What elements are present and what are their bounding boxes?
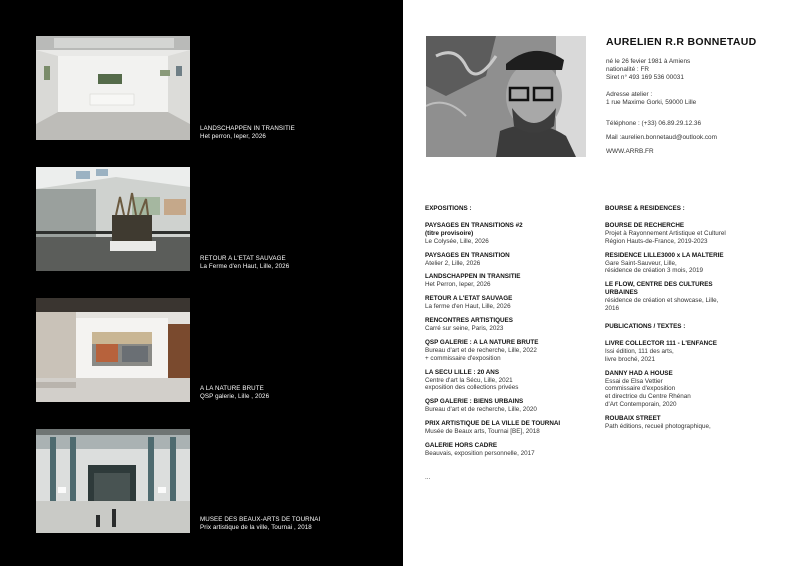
gallery-caption-2: RETOUR A L'ETAT SAUVAGE La Ferme d'en Haut, Lille, 2026: [200, 255, 290, 270]
entry-detail: commissaire d'exposition: [605, 385, 676, 393]
expositions-section: [425, 205, 595, 482]
list-item: [425, 420, 595, 436]
entry-title-cont: (titre provisoire): [425, 229, 474, 237]
entry-detail: + commissaire d'exposition: [425, 354, 501, 362]
list-item: [605, 415, 775, 431]
entry-title: RENCONTRES ARTISTIQUES: [425, 317, 513, 325]
entry-detail: Bureau d'art et de recherche, Lille, 2020: [425, 406, 537, 414]
profile-identity: né le 26 fevier 1981 à Amiens nationalité : FR Siret n° 493 169 536 00031: [606, 58, 691, 81]
entry-title: LE FLOW, CENTRE DES CULTURES: [605, 281, 713, 289]
entry-detail: Beauvais, exposition personnelle, 2017: [425, 449, 535, 457]
entry-detail: résidence de création et showcase, Lille,: [605, 297, 719, 305]
entry-detail: Essai de Elsa Vettier: [605, 377, 663, 385]
list-item: [425, 295, 595, 311]
list-item: [425, 317, 595, 333]
entry-detail: Bureau d'art et de recherche, Lille, 2022: [425, 346, 537, 354]
list-item: [605, 252, 775, 276]
entry-detail: La ferme d'en Haut, Lille, 2026: [425, 303, 511, 311]
entry-detail: exposition des collections privées: [425, 384, 519, 392]
list-item: [605, 340, 775, 364]
gallery-photo-3: [36, 298, 190, 402]
list-item: [425, 398, 595, 414]
entry-detail: Path éditions, recueil photographique,: [605, 423, 711, 431]
entry-title: LANDSCHAPPEN IN TRANSITIE: [425, 273, 521, 281]
entry-detail: Het Perron, Ieper, 2026: [425, 281, 491, 289]
entry-detail: Région Hauts-de-France, 2019-2023: [605, 237, 708, 245]
entry-detail: 2016: [605, 305, 620, 313]
entry-title: BOURSE DE RECHERCHE: [605, 221, 685, 229]
bourses-section: [605, 205, 775, 437]
profile-website[interactable]: WWW.ARRB.FR: [606, 148, 654, 155]
gallery-caption-1: LANDSCHAPPEN IN TRANSITIE Het perron, Ieper, 2026: [200, 125, 295, 140]
entry-detail: Centre d'art la Sécu, Lille, 2021: [425, 376, 513, 384]
entry-title: LA SECU LILLE : 20 ANS: [425, 368, 500, 376]
entry-detail: Atelier 2, Lille, 2026: [425, 259, 481, 267]
entry-detail: livre broché, 2021: [605, 355, 656, 363]
bourses-list: [605, 222, 775, 313]
entry-title: PAYSAGES EN TRANSITIONS #2: [425, 221, 523, 229]
artist-name: AURELIEN R.R BONNETAUD: [606, 36, 757, 48]
entry-title: PAYSAGES EN TRANSITION: [425, 251, 510, 259]
entry-detail: Musée de Beaux arts, Tournai [BE], 2018: [425, 428, 540, 436]
gallery-caption-3: A LA NATURE BRUTE QSP galerie, Lille , 2026: [200, 385, 270, 400]
list-item: [605, 370, 775, 410]
entry-title: RESIDENCE LILLE3000 x LA MALTERIE: [605, 251, 724, 259]
profile-phone: Téléphone : (+33) 06.89.29.12.36: [606, 120, 702, 127]
entry-detail: Le Colysée, Lille, 2026: [425, 237, 489, 245]
list-item: [425, 252, 595, 268]
entry-detail: Projet à Rayonnement Artistique et Culturel: [605, 229, 726, 237]
list-item: [425, 222, 595, 246]
entry-detail: Issi édition, 111 des arts,: [605, 347, 674, 355]
entry-detail: Carré sur seine, Paris, 2023: [425, 324, 504, 332]
entry-title: QSP GALERIE : A LA NATURE BRUTE: [425, 338, 539, 346]
entry-title: RETOUR A L'ETAT SAUVAGE: [425, 295, 513, 303]
entry-title: ROUBAIX STREET: [605, 415, 661, 423]
entry-title-cont: URBAINES: [605, 289, 638, 297]
gallery-photo-2: [36, 167, 190, 271]
entry-detail: Gare Saint-Sauveur, Lille,: [605, 259, 677, 267]
gallery-caption-4: MUSEE DES BEAUX-ARTS DE TOURNAI Prix artistique de la ville, Tournai , 2018: [200, 516, 321, 531]
entry-title: LIVRE COLLECTOR 111 - L'ENFANCE: [605, 339, 717, 347]
entry-detail: résidence de création 3 mois, 2019: [605, 267, 704, 275]
expositions-list: [425, 222, 595, 458]
entry-title: GALERIE HORS CADRE: [425, 441, 498, 449]
portrait-photo: [426, 36, 586, 157]
gallery-photo-4: [36, 429, 190, 533]
list-item: [425, 339, 595, 363]
list-item: [605, 281, 775, 313]
profile-mail[interactable]: Mail :aurelien.bonnetaud@outlook.com: [606, 134, 717, 141]
entry-detail: d'Art Contemporain, 2020: [605, 401, 677, 409]
expositions-heading: EXPOSITIONS :: [425, 205, 472, 212]
expositions-ellipsis: ...: [425, 473, 431, 481]
bourses-heading: BOURSE & RESIDENCES :: [605, 205, 685, 212]
publications-list: [605, 340, 775, 431]
entry-detail: et directrice du Centre Rhénan: [605, 393, 691, 401]
entry-title: PRIX ARTISTIQUE DE LA VILLE DE TOURNAI: [425, 420, 561, 428]
list-item: [425, 273, 595, 289]
profile-address: Adresse atelier : 1 rue Maxime Gorki, 59000 Lille: [606, 91, 697, 106]
gallery-photo-1: [36, 36, 190, 140]
entry-title: QSP GALERIE : BIENS URBAINS: [425, 398, 524, 406]
list-item: [425, 369, 595, 393]
publications-heading: PUBLICATIONS / TEXTES :: [605, 322, 686, 330]
list-item: [605, 222, 775, 246]
entry-title: DANNY HAD A HOUSE: [605, 369, 673, 377]
list-item: [425, 442, 595, 458]
